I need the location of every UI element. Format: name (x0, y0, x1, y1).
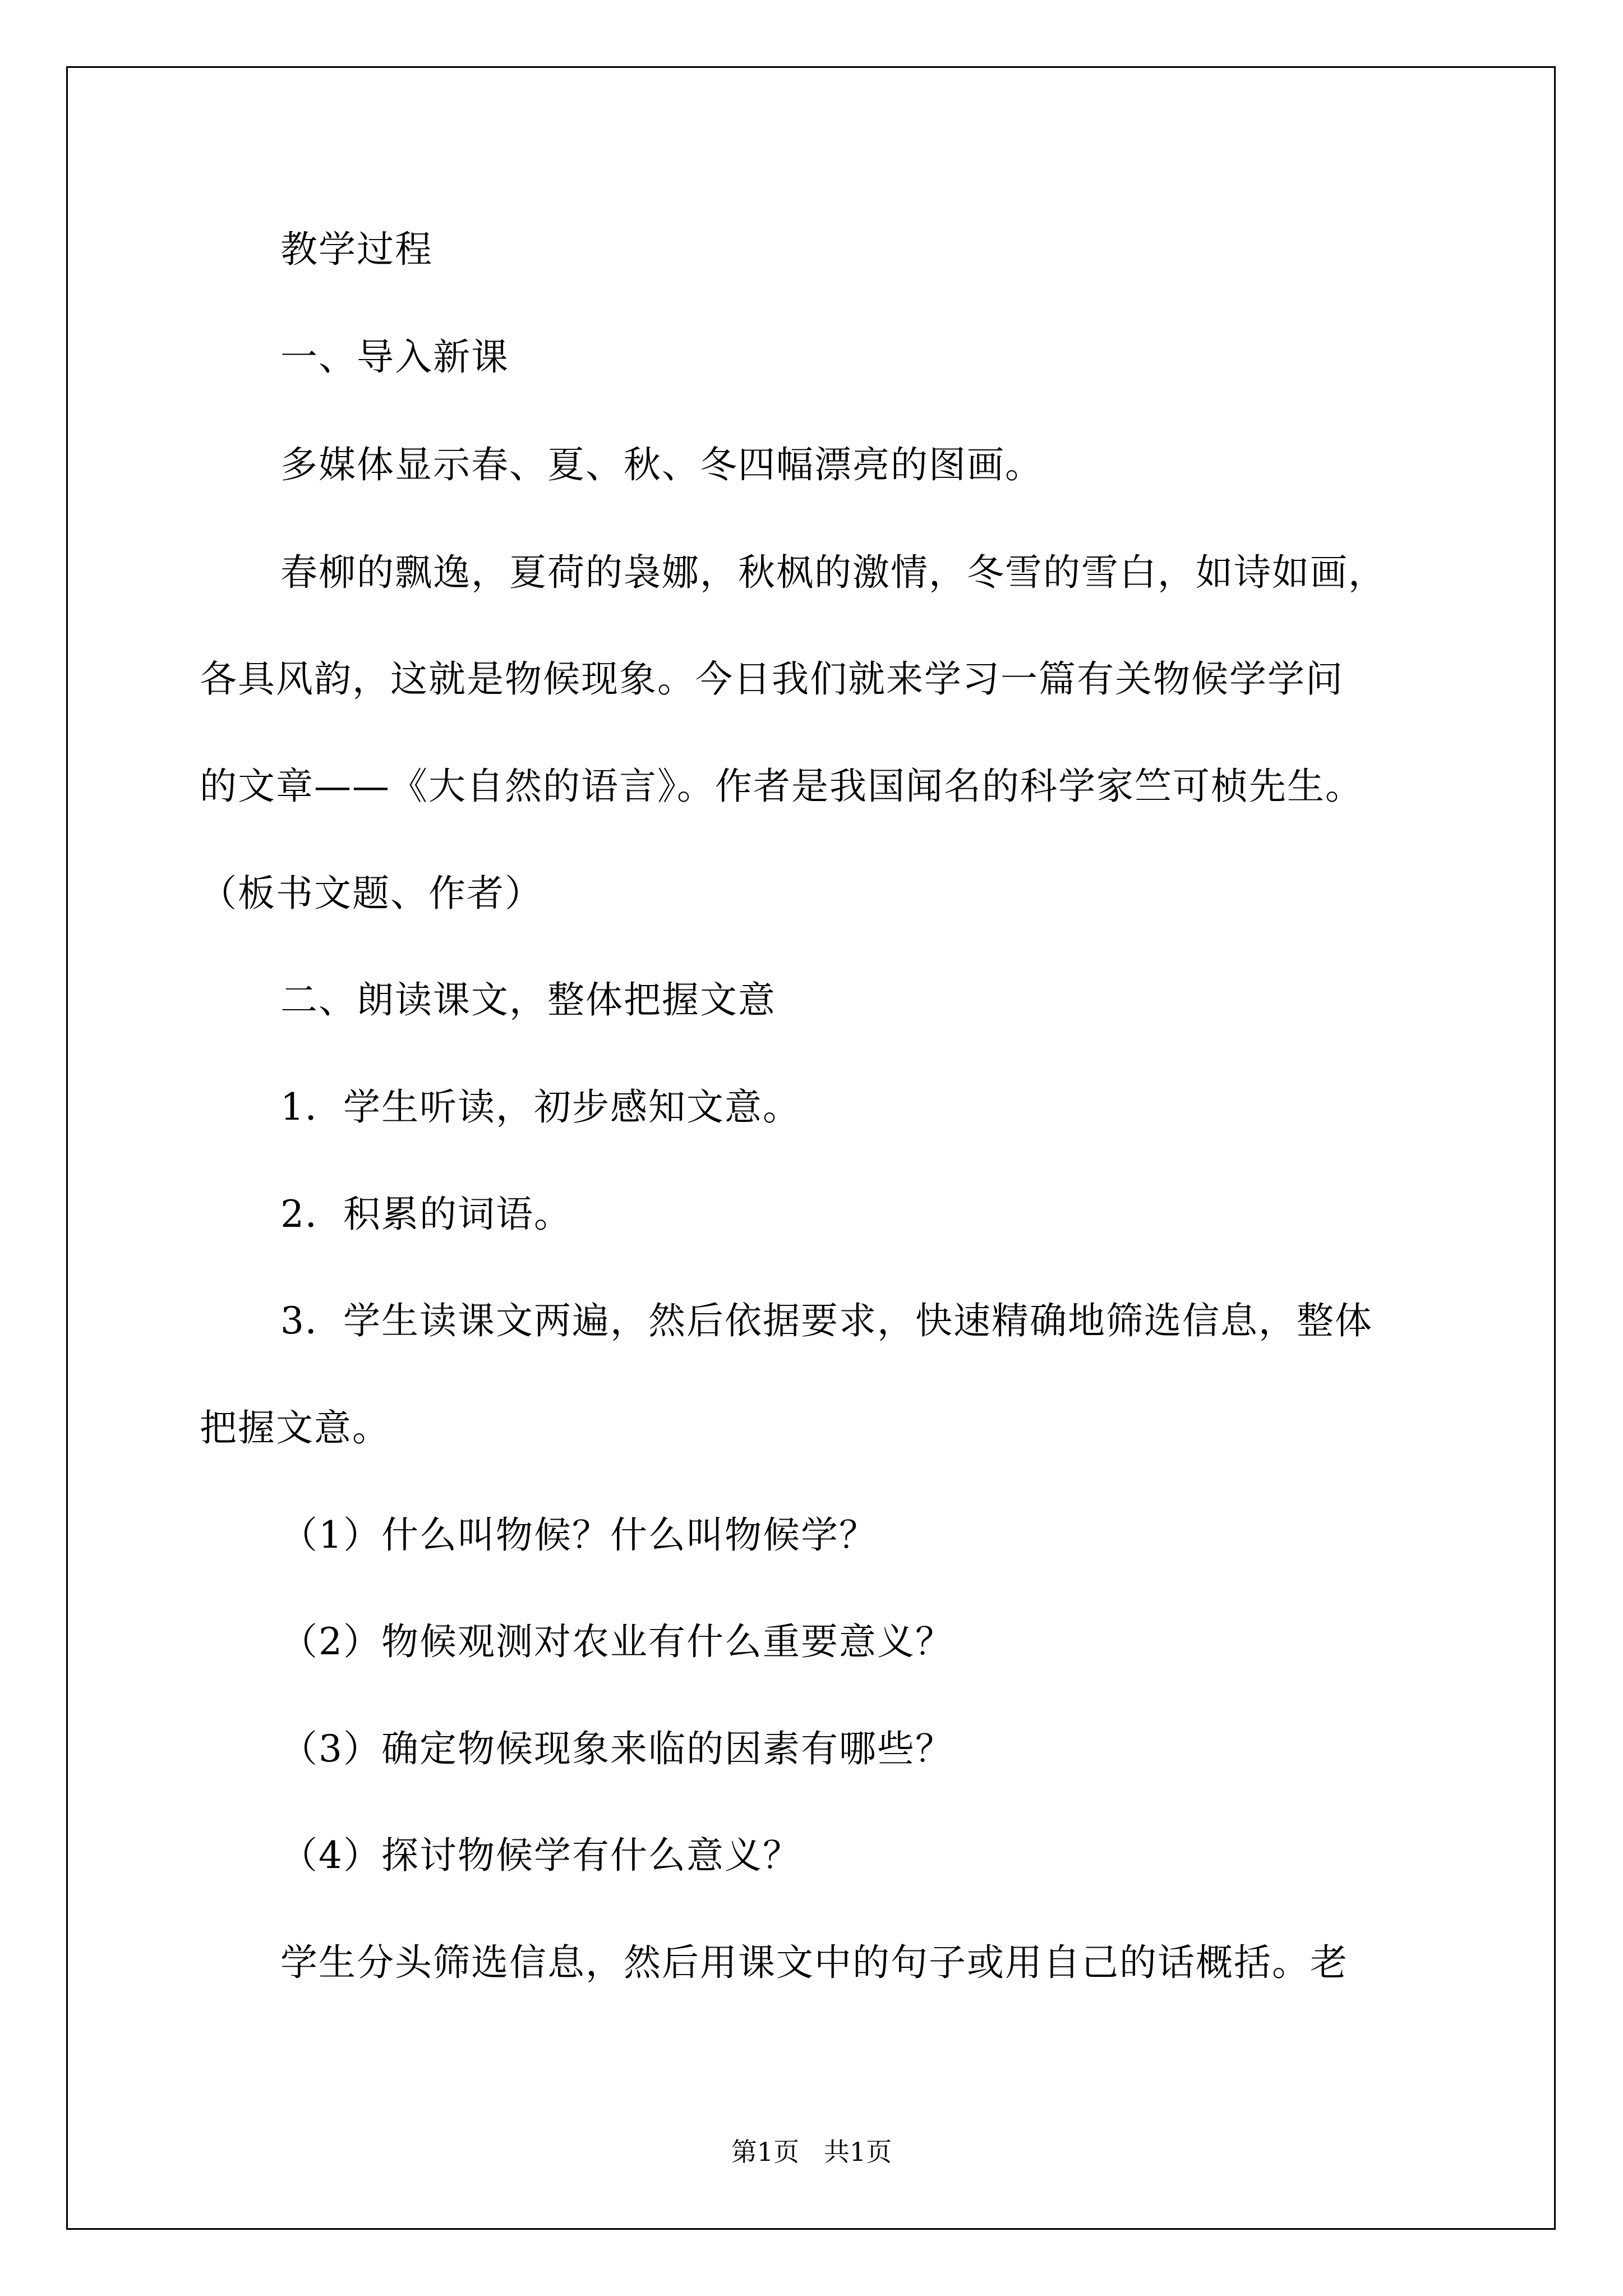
section-heading-intro: 一、导入新课 (280, 335, 509, 379)
list-item: 1．学生听读，初步感知文意。 (280, 1085, 801, 1129)
question-item: （1）什么叫物候？什么叫物候学？ (280, 1513, 877, 1557)
paragraph-line: （板书文题、作者） (200, 872, 543, 915)
section-heading-reading: 二、朗读课文，整体把握文意 (280, 978, 776, 1022)
page-footer: 第1页 共1页 (731, 2137, 892, 2167)
paragraph-line: 学生分头筛选信息，然后用课文中的句子或用自己的话概括。老 (280, 1941, 1348, 1984)
paragraph-line: 各具风韵，这就是物候现象。今日我们就来学习一篇有关物候学学问 (200, 657, 1344, 701)
question-item: （2）物候观测对农业有什么重要意义？ (280, 1620, 953, 1663)
page-border (66, 66, 1556, 2230)
paragraph-line: 的文章——《大自然的语言》。作者是我国闻名的科学家竺可桢先生。 (200, 765, 1363, 808)
list-item: 3．学生读课文两遍，然后依据要求，快速精确地筛选信息，整体 (280, 1299, 1373, 1342)
paragraph-line: 春柳的飘逸，夏荷的袅娜，秋枫的激情，冬雪的雪白，如诗如画， (280, 551, 1386, 594)
paragraph-line: 多媒体显示春、夏、秋、冬四幅漂亮的图画。 (280, 443, 1043, 486)
question-item: （3）确定物候现象来临的因素有哪些？ (280, 1727, 953, 1770)
paragraph-line: 把握文意。 (200, 1406, 390, 1450)
question-item: （4）探讨物候学有什么意义？ (280, 1834, 801, 1877)
heading-teaching-process: 教学过程 (280, 228, 433, 271)
list-item: 2．积累的词语。 (280, 1193, 572, 1236)
